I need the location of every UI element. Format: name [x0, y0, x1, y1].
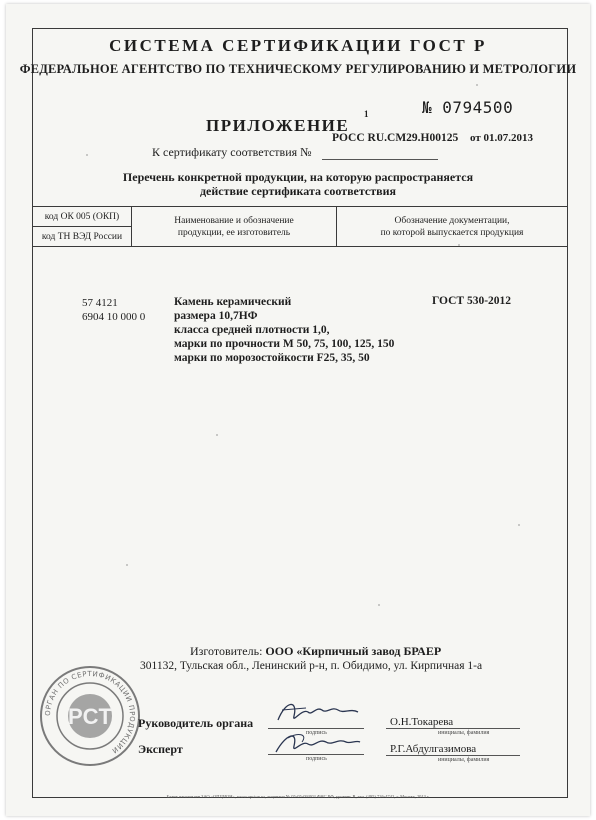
certificate-date: от 01.07.2013: [470, 132, 534, 144]
head-name-hint: инициалы, фамилия: [438, 730, 490, 736]
product-line: размера 10,7НФ: [174, 310, 258, 322]
certification-system-title: СИСТЕМА СЕРТИФИКАЦИИ ГОСТ Р: [109, 36, 487, 55]
paper-speck: [216, 434, 218, 436]
blank-footer: Бланк изготовлен ЗАО «ОПЦИОН», www.opcion.ru, лицензия № 05-05-09/003 ФНС РФ, уровень В, тел. (495) 726-4742, г. Москва, 2013 г.: [166, 794, 430, 799]
stamp-ring-text: ОРГАН ПО СЕРТИФИКАЦИИ ПРОДУКЦИИ: [43, 669, 137, 755]
certification-stamp: [38, 664, 142, 768]
paper-speck: [86, 154, 88, 156]
certificate-page: [6, 4, 590, 816]
documentation-header-line2: по которой выпускается продукция: [380, 227, 524, 238]
manufacturer-address: 301132, Тульская обл., Ленинский р-н, п. Обидимо, ул. Кирпичная 1-а: [140, 660, 483, 672]
head-signature-hint: подпись: [306, 730, 327, 736]
manufacturer-name: ООО «Кирпичный завод БРАЕР: [265, 644, 442, 658]
expert-signature-icon: [268, 724, 364, 758]
paper-speck: [518, 524, 520, 526]
registration-number: РОСС RU.СМ29.Н00125: [332, 132, 459, 144]
documentation-header: [337, 207, 568, 247]
head-name: О.Н.Токарева: [390, 716, 454, 728]
product-description: [174, 295, 394, 365]
product-line: марки по прочности М 50, 75, 100, 125, 150: [174, 338, 395, 350]
agency-name: ФЕДЕРАЛЬНОЕ АГЕНТСТВО ПО ТЕХНИЧЕСКОМУ РЕГУЛИРОВАНИЮ И МЕТРОЛОГИИ: [19, 62, 577, 76]
stamp-mark: PCT: [68, 704, 112, 729]
appendix-title: ПРИЛОЖЕНИЕ: [206, 116, 350, 135]
paper-speck: [458, 244, 460, 246]
product-table-header: [32, 206, 568, 247]
product-line: марки по морозостойкости F25, 35, 50: [174, 352, 370, 364]
expert-name: Р.Г.Абдулгазимова: [390, 743, 477, 755]
stamp-seal-icon: [38, 664, 142, 768]
product-line: класса средней плотности 1,0,: [174, 324, 330, 336]
product-line: Камень керамический: [174, 296, 292, 308]
head-name-line: [386, 728, 520, 729]
product-codes: [82, 296, 145, 324]
product-name-header-line2: продукции, ее изготовитель: [177, 227, 291, 238]
certificate-number-line: [322, 159, 438, 160]
product-list-title-line2: действие сертификата соответствия: [199, 184, 397, 198]
expert-label: Эксперт: [138, 742, 183, 756]
manufacturer: [190, 644, 441, 659]
expert-name-line: [386, 755, 520, 756]
product-list-title: [6, 170, 590, 198]
paper-speck: [126, 564, 128, 566]
manufacturer-label: Изготовитель:: [190, 644, 263, 658]
paper-speck: [378, 604, 380, 606]
okp-code-header: код ОК 005 (ОКП): [33, 207, 132, 227]
product-name-header: [132, 207, 337, 247]
documentation-header-line1: Обозначение документации,: [394, 215, 510, 226]
tnved-code-header: код ТН ВЭД России: [33, 227, 132, 247]
head-of-body-label: Руководитель органа: [138, 716, 254, 730]
product-tnved-code: 6904 10 000 0: [82, 311, 146, 323]
product-standard: ГОСТ 530-2012: [432, 295, 512, 307]
paper-speck: [476, 84, 478, 86]
appendix-number: 1: [364, 109, 369, 119]
product-list-title-line1: Перечень конкретной продукции, на которую распространяется: [122, 170, 474, 184]
product-name-header-line1: Наименование и обозначение: [174, 215, 294, 226]
expert-name-hint: инициалы, фамилия: [438, 757, 490, 763]
serial-number: № 0794500: [422, 98, 514, 117]
certificate-reference-label: К сертификату соответствия №: [152, 145, 312, 159]
expert-signature-hint: подпись: [306, 756, 327, 762]
product-okp-code: 57 4121: [82, 297, 118, 309]
